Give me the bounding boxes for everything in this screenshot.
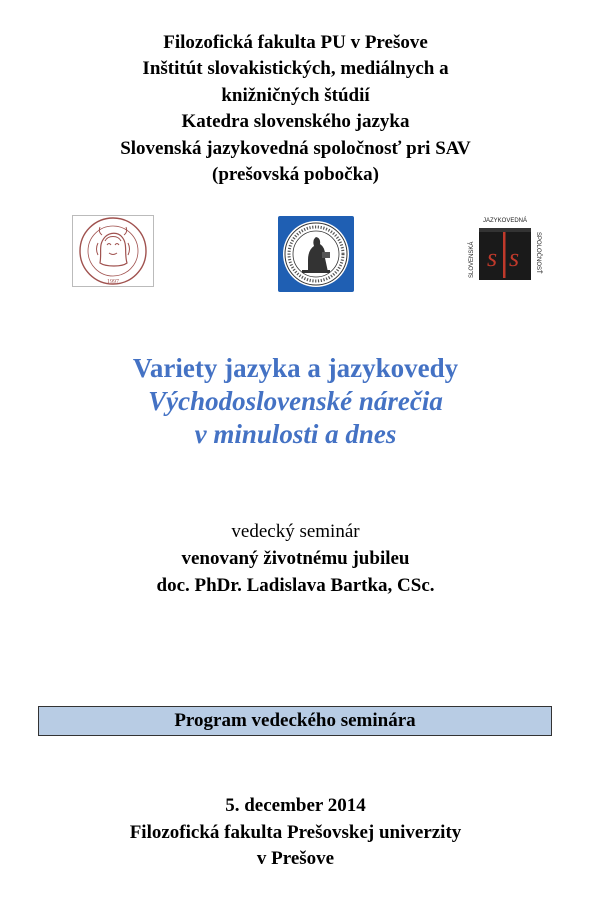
header-line-institute-cont: knižničných štúdií [221, 84, 370, 106]
header-line-branch: (prešovská pobočka) [212, 164, 379, 186]
header-line-faculty: Filozofická fakulta PU v Prešove [163, 32, 428, 53]
seal-year: 1997 [107, 279, 119, 285]
sjs-right-text: SPOLOČNOSŤ [535, 232, 541, 274]
program-heading-box [38, 706, 552, 736]
event-venue: Filozofická fakulta Prešovskej univerzity [129, 821, 462, 843]
sjs-left-text: SLOVENSKÁ [469, 241, 475, 278]
sjs-logo [463, 212, 547, 292]
dedication-line: venovaný životnému jubileu [181, 548, 410, 569]
faculty-seal-logo [278, 216, 354, 292]
title-subtitle-cont: v minulosti a dnes [194, 419, 397, 449]
event-date: 5. december 2014 [225, 795, 366, 816]
event-venue-city: v Prešove [256, 848, 335, 869]
title-main: Variety jazyka a jazykovedy [132, 353, 459, 383]
university-presov-seal-logo [72, 215, 154, 287]
seminar-title [0, 352, 591, 451]
svg-text:s: s [509, 243, 520, 272]
seminar-type: vedecký seminár [231, 521, 360, 542]
program-heading: Program vedeckého seminára [174, 710, 416, 731]
sjs-top-text: JAZYKOVEDNÁ [483, 218, 528, 224]
seminar-dedication [0, 518, 591, 599]
organizers-header [0, 30, 591, 188]
honoree-name: doc. PhDr. Ladislava Bartka, CSc. [156, 575, 435, 596]
header-line-society: Slovenská jazykovedná spoločnosť pri SAV [120, 137, 471, 159]
title-subtitle: Východoslovenské nárečia [148, 386, 443, 416]
svg-text:s: s [487, 243, 498, 272]
logos-row [0, 212, 591, 297]
event-footer [0, 793, 591, 873]
header-line-department: Katedra slovenského jazyka [181, 111, 410, 133]
header-line-institute: Inštitút slovakistických, mediálnych a [142, 58, 449, 80]
